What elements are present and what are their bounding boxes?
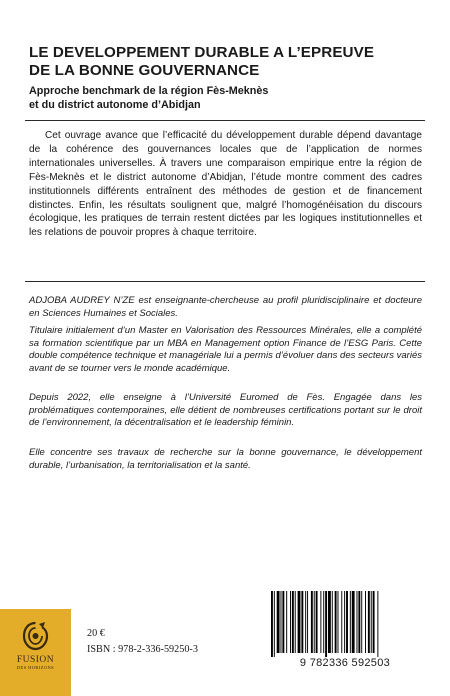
book-isbn: ISBN : 978-2-336-59250-3 bbox=[87, 644, 198, 655]
barcode-bar bbox=[286, 591, 287, 653]
barcode-bars bbox=[265, 587, 425, 657]
barcode-bar bbox=[377, 591, 378, 657]
barcode bbox=[265, 587, 425, 671]
author-bio-paragraph-2: Titulaire initialement d’un Master en Valorisation des Ressources Minérales, elle a complété sa formation scientifique par un MBA en Management option Finance de l’ESG Paris. Cette double compétence technique et managériale lui a permis d’évoluer dans des secteurs variés avant de se tourner vers le monde académique. bbox=[29, 325, 422, 374]
barcode-bar bbox=[295, 591, 296, 653]
barcode-bar bbox=[311, 591, 313, 653]
divider-top bbox=[25, 120, 425, 121]
barcode-bar bbox=[341, 591, 342, 653]
barcode-bar bbox=[357, 591, 358, 653]
barcode-bar bbox=[320, 591, 321, 653]
author-bio-paragraph-3: Depuis 2022, elle enseigne à l’Université Euromed de Fès. Engagée dans les problématiques contemporaines, elle détient de nombreuses certifications portant sur le droit de l’environnement, la décentralisation et le leadership féminin. bbox=[29, 392, 422, 428]
book-summary: Cet ouvrage avance que l’efficacité du développement durable dépend davantage de la cohérence des gouvernances locales que de l’application de normes internationales universelles. À travers une comparaison empirique entre la région de Fès-Meknès et le district autonome d’Abidjan, l’étude montre comment des cadres institutionnels différents entraînent des méthodes de gestion et de financement distinctes. Enfin, les résultats soulignent que, malgré l’homogénéisation du discours écologique, les pratiques de terrain restent dictées par les logiques institutionnelles et les relations de pouvoir propres à chaque territoire. bbox=[29, 130, 422, 239]
divider-middle bbox=[25, 281, 425, 282]
barcode-bar bbox=[361, 591, 362, 653]
barcode-bar bbox=[328, 591, 331, 653]
author-name: ADJOBA AUDREY N’ZE bbox=[29, 295, 135, 306]
barcode-bar bbox=[365, 591, 366, 653]
book-subtitle-line-2: et du district autonome d’Abidjan bbox=[29, 99, 201, 111]
barcode-bar bbox=[277, 591, 280, 653]
barcode-bar bbox=[274, 591, 275, 657]
barcode-bar bbox=[373, 591, 375, 653]
barcode-bar bbox=[314, 591, 315, 653]
publisher-name: FUSION bbox=[16, 655, 55, 665]
barcode-bar bbox=[371, 591, 372, 653]
author-bio-intro bbox=[29, 295, 422, 320]
publisher-logo bbox=[0, 609, 71, 696]
barcode-bar bbox=[305, 591, 306, 653]
barcode-bar bbox=[290, 591, 291, 653]
publisher-logo-icon bbox=[22, 621, 49, 651]
barcode-bar bbox=[281, 591, 282, 653]
book-subtitle-line-1: Approche benchmark de la région Fès-Meknès bbox=[29, 85, 269, 97]
barcode-bar bbox=[323, 591, 324, 653]
barcode-bar bbox=[344, 591, 345, 653]
barcode-bar bbox=[292, 591, 294, 653]
barcode-bar bbox=[335, 591, 337, 653]
author-bio-intro-text: est enseignante-chercheuse au profil pluridisciplinaire et docteure en Sciences Humaines et Sociales. bbox=[29, 295, 422, 319]
book-title-line-1: LE DEVELOPPEMENT DURABLE A L’EPREUVE bbox=[29, 44, 375, 61]
barcode-bar bbox=[332, 591, 333, 653]
book-title-line-2: DE LA BONNE GOUVERNANCE bbox=[29, 62, 260, 79]
barcode-bar bbox=[282, 591, 284, 653]
barcode-bar bbox=[325, 591, 327, 657]
publisher-logo-text bbox=[0, 655, 71, 671]
barcode-bar bbox=[338, 591, 339, 653]
author-bio-paragraph-4: Elle concentre ses travaux de recherche sur la bonne gouvernance, le développement durable, l’urbanisation, la territorialisation et la santé. bbox=[29, 447, 422, 471]
barcode-bar bbox=[352, 591, 355, 653]
book-subtitle bbox=[29, 84, 429, 112]
barcode-digits: 9 782336 592503 bbox=[299, 657, 391, 669]
publisher-tagline: DES HORIZONS bbox=[16, 665, 55, 670]
barcode-bar bbox=[301, 591, 303, 653]
barcode-bar bbox=[368, 591, 370, 653]
barcode-bar bbox=[358, 591, 360, 653]
barcode-bar bbox=[307, 591, 308, 653]
barcode-bar bbox=[316, 591, 318, 653]
barcode-bar bbox=[350, 591, 351, 653]
barcode-bar bbox=[346, 591, 348, 653]
book-title bbox=[29, 44, 429, 80]
book-price: 20 € bbox=[87, 628, 105, 639]
barcode-bar bbox=[298, 591, 301, 653]
barcode-bar bbox=[271, 591, 273, 657]
